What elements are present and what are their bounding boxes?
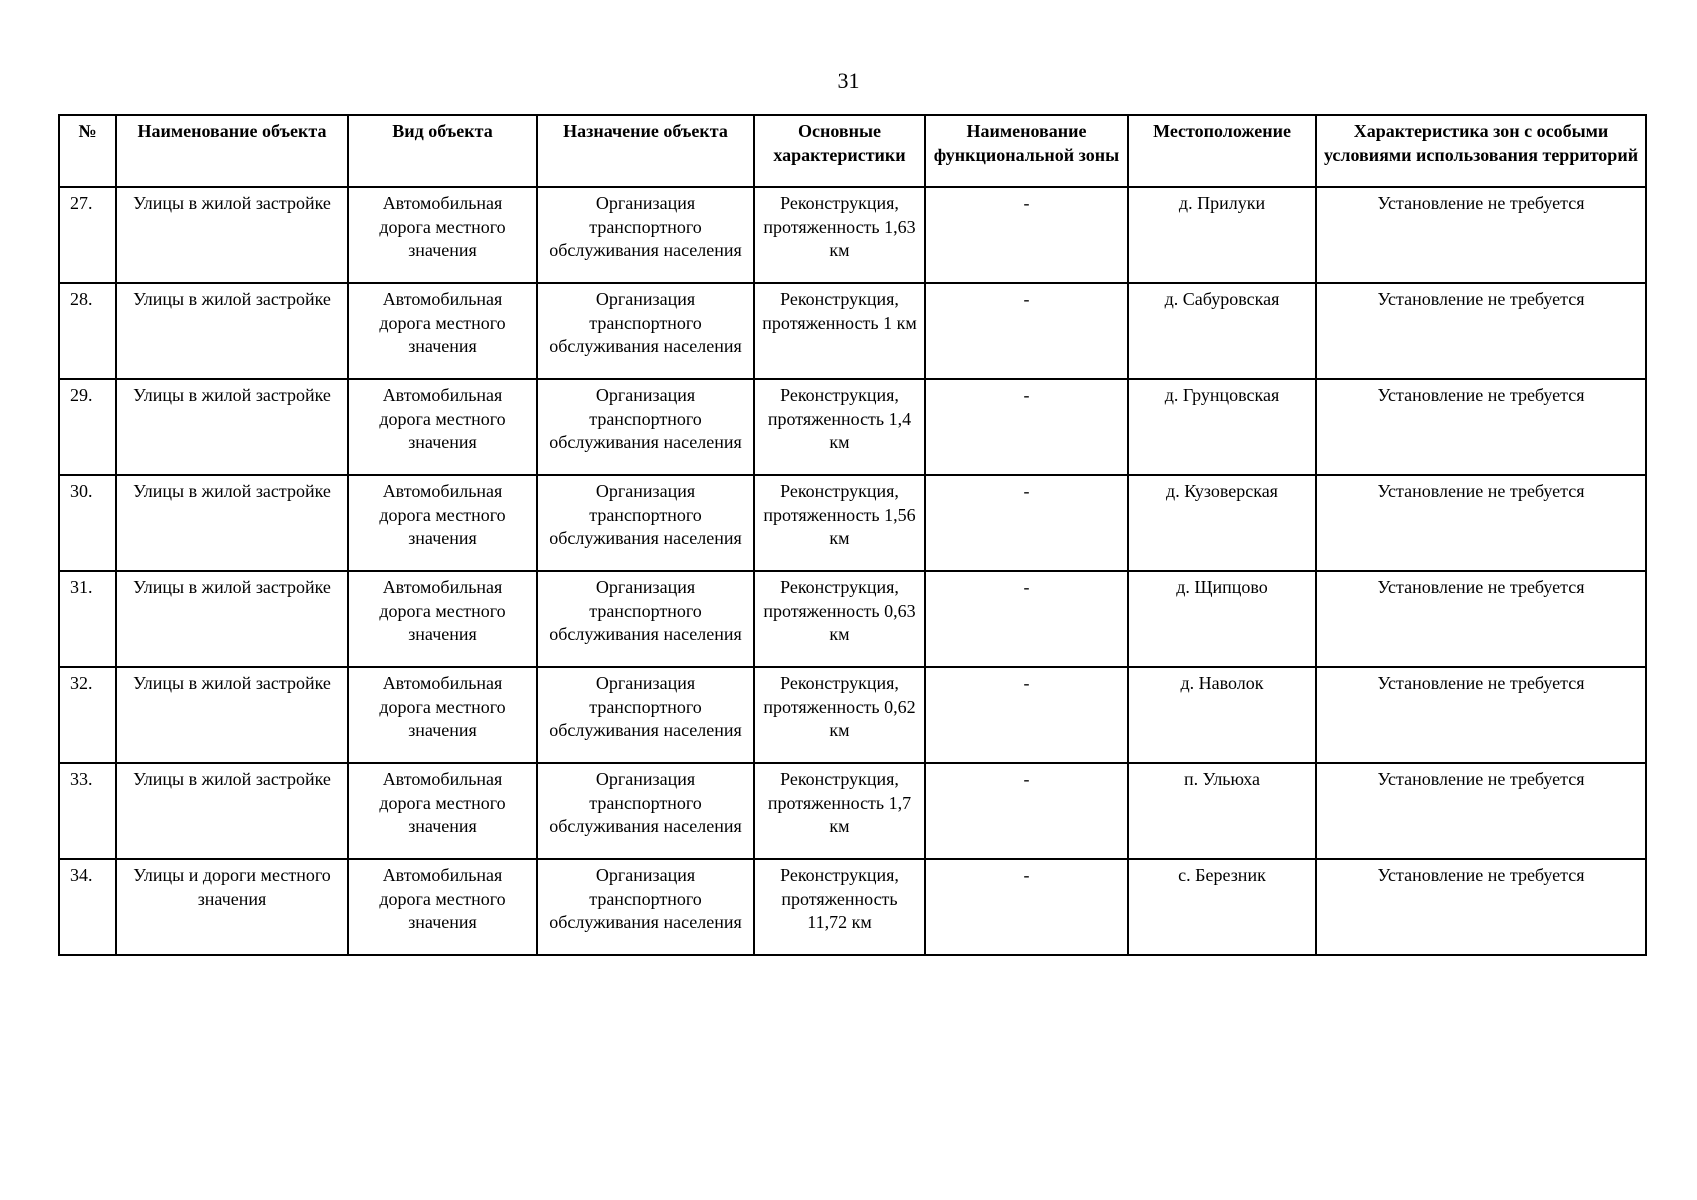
cell-main-characteristics: Реконструкция, протяженность 1,7 км [754,763,925,859]
cell-main-characteristics: Реконструкция, протяженность 1,4 км [754,379,925,475]
cell-object-name: Улицы в жилой застройке [116,763,348,859]
cell-special-zones: Установление не требуется [1316,283,1646,379]
cell-object-type: Автомобильная дорога местного значения [348,763,537,859]
header-cell-object-purpose: Назначение объекта [537,115,754,187]
cell-object-type: Автомобильная дорога местного значения [348,667,537,763]
cell-functional-zone: - [925,475,1128,571]
table-row [59,763,1646,859]
cell-object-name: Улицы в жилой застройке [116,187,348,283]
cell-object-type: Автомобильная дорога местного значения [348,187,537,283]
cell-object-type: Автомобильная дорога местного значения [348,379,537,475]
cell-object-type: Автомобильная дорога местного значения [348,859,537,955]
cell-location: д. Сабуровская [1128,283,1316,379]
cell-number: 34. [59,859,116,955]
cell-number: 31. [59,571,116,667]
objects-table [58,114,1647,956]
cell-special-zones: Установление не требуется [1316,667,1646,763]
cell-object-type: Автомобильная дорога местного значения [348,475,537,571]
cell-special-zones: Установление не требуется [1316,571,1646,667]
header-cell-special-zones: Характеристика зон с особыми условиями использования территорий [1316,115,1646,187]
cell-main-characteristics: Реконструкция, протяженность 0,62 км [754,667,925,763]
cell-object-name: Улицы в жилой застройке [116,571,348,667]
cell-number: 29. [59,379,116,475]
cell-special-zones: Установление не требуется [1316,859,1646,955]
cell-location: д. Грунцовская [1128,379,1316,475]
header-cell-object-type: Вид объекта [348,115,537,187]
table-row [59,283,1646,379]
cell-functional-zone: - [925,763,1128,859]
cell-location: д. Кузоверская [1128,475,1316,571]
cell-location: п. Ульюха [1128,763,1316,859]
cell-special-zones: Установление не требуется [1316,379,1646,475]
cell-object-type: Автомобильная дорога местного значения [348,571,537,667]
cell-object-name: Улицы и дороги местного значения [116,859,348,955]
cell-location: д. Прилуки [1128,187,1316,283]
cell-object-purpose: Организация транспортного обслуживания населения [537,283,754,379]
cell-special-zones: Установление не требуется [1316,187,1646,283]
cell-main-characteristics: Реконструкция, протяженность 1 км [754,283,925,379]
table-row [59,859,1646,955]
cell-number: 28. [59,283,116,379]
cell-number: 30. [59,475,116,571]
cell-functional-zone: - [925,283,1128,379]
cell-number: 27. [59,187,116,283]
cell-object-name: Улицы в жилой застройке [116,283,348,379]
table-row [59,187,1646,283]
table-row [59,379,1646,475]
cell-functional-zone: - [925,187,1128,283]
header-row [59,115,1646,187]
cell-functional-zone: - [925,379,1128,475]
table-row [59,571,1646,667]
header-cell-object-name: Наименование объекта [116,115,348,187]
table-row [59,475,1646,571]
cell-main-characteristics: Реконструкция, протяженность 1,63 км [754,187,925,283]
cell-object-name: Улицы в жилой застройке [116,379,348,475]
table-body [59,187,1646,955]
header-cell-number: № [59,115,116,187]
cell-object-purpose: Организация транспортного обслуживания населения [537,763,754,859]
cell-functional-zone: - [925,667,1128,763]
header-cell-functional-zone: Наименование функциональной зоны [925,115,1128,187]
cell-object-name: Улицы в жилой застройке [116,475,348,571]
cell-object-purpose: Организация транспортного обслуживания населения [537,379,754,475]
cell-object-purpose: Организация транспортного обслуживания населения [537,475,754,571]
header-cell-location: Местоположение [1128,115,1316,187]
cell-main-characteristics: Реконструкция, протяженность 11,72 км [754,859,925,955]
cell-main-characteristics: Реконструкция, протяженность 1,56 км [754,475,925,571]
cell-location: д. Наволок [1128,667,1316,763]
table-row [59,667,1646,763]
cell-object-type: Автомобильная дорога местного значения [348,283,537,379]
cell-functional-zone: - [925,571,1128,667]
cell-number: 33. [59,763,116,859]
cell-special-zones: Установление не требуется [1316,763,1646,859]
cell-special-zones: Установление не требуется [1316,475,1646,571]
cell-functional-zone: - [925,859,1128,955]
cell-location: с. Березник [1128,859,1316,955]
cell-object-purpose: Организация транспортного обслуживания населения [537,667,754,763]
cell-object-purpose: Организация транспортного обслуживания населения [537,187,754,283]
cell-object-purpose: Организация транспортного обслуживания населения [537,571,754,667]
cell-location: д. Щипцово [1128,571,1316,667]
cell-object-purpose: Организация транспортного обслуживания населения [537,859,754,955]
cell-object-name: Улицы в жилой застройке [116,667,348,763]
table-header [59,115,1646,187]
header-cell-main-characteristics: Основные характеристики [754,115,925,187]
cell-main-characteristics: Реконструкция, протяженность 0,63 км [754,571,925,667]
page-number: 31 [837,68,860,93]
cell-number: 32. [59,667,116,763]
